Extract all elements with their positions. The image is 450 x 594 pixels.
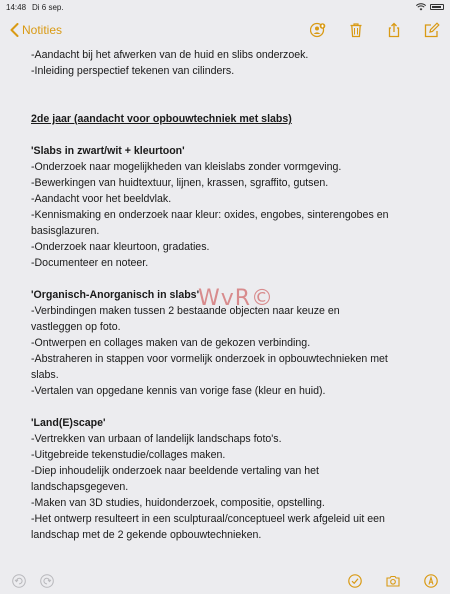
note-toolbar xyxy=(0,14,450,46)
note-line: -Vertrekken van urbaan of landelijk landschaps foto's. xyxy=(31,433,282,445)
battery-icon xyxy=(430,4,444,10)
chevron-left-icon xyxy=(10,23,19,37)
toolbar-actions xyxy=(310,22,440,38)
block-title: 'Slabs in zwart/wit + kleurtoon' xyxy=(31,145,185,157)
note-line: -Onderzoek naar kleurtoon, gradaties. xyxy=(31,241,210,253)
note-line: -Kennismaking en onderzoek naar kleur: oxides, engobes, sinterengobes en xyxy=(31,209,389,221)
status-right xyxy=(416,3,444,11)
trash-icon[interactable] xyxy=(348,22,364,38)
note-line: -Diep inhoudelijk onderzoek naar beeldende vertaling van het xyxy=(31,465,319,477)
note-line: -Onderzoek naar mogelijkheden van kleislabs zonder vormgeving. xyxy=(31,161,342,173)
back-button[interactable] xyxy=(10,23,62,37)
note-line: landschapsgegeven. xyxy=(31,481,129,493)
note-line: -Aandacht bij het afwerken van de huid en slibs onderzoek. xyxy=(31,49,309,61)
status-date: Di 6 sep. xyxy=(32,2,64,12)
watermark: WvR© xyxy=(198,286,275,311)
note-line: -Maken van 3D studies, huidonderzoek, compositie, opstelling. xyxy=(31,497,325,509)
checklist-icon[interactable] xyxy=(348,574,362,588)
note-line: -Bewerkingen van huidtextuur, lijnen, krassen, sgraffito, gutsen. xyxy=(31,177,329,189)
status-time: 14:48 xyxy=(6,2,27,12)
person-add-icon[interactable] xyxy=(310,22,326,38)
section-title: 2de jaar (aandacht voor opbouwtechniek met slabs) xyxy=(31,113,292,125)
share-icon[interactable] xyxy=(386,22,402,38)
note-line: -Verbindingen maken tussen 2 bestaande objecten naar keuze en xyxy=(31,305,340,317)
note-line: -Vertalen van opgedane kennis van vorige fase (kleur en huid). xyxy=(31,385,326,397)
note-line: -Documenteer en noteer. xyxy=(31,257,149,269)
camera-icon[interactable] xyxy=(386,574,400,588)
note-line: -Abstraheren in stappen voor vormelijk onderzoek in opbouwtechnieken met xyxy=(31,353,388,365)
bottom-toolbar xyxy=(0,568,450,594)
note-line: basisglazuren. xyxy=(31,225,100,237)
note-line: vastleggen op foto. xyxy=(31,321,121,333)
status-bar xyxy=(0,0,450,14)
undo-icon[interactable] xyxy=(12,574,26,588)
block-title: 'Land(E)scape' xyxy=(31,417,106,429)
markup-pen-icon[interactable] xyxy=(424,574,438,588)
compose-icon[interactable] xyxy=(424,22,440,38)
note-line: slabs. xyxy=(31,369,59,381)
note-line: -Uitgebreide tekenstudie/collages maken. xyxy=(31,449,226,461)
note-line: -Inleiding perspectief tekenen van cilinders. xyxy=(31,65,235,77)
note-line: landschap met de 2 gekende opbouwtechnieken. xyxy=(31,529,262,541)
note-line: -Het ontwerp resulteert in een sculpturaal/conceptueel werk afgeleid uit een xyxy=(31,513,385,525)
back-button-label: Notities xyxy=(22,23,63,37)
note-line: -Aandacht voor het beeldvlak. xyxy=(31,193,172,205)
redo-icon[interactable] xyxy=(40,574,54,588)
note-line: -Ontwerpen en collages maken van de gekozen verbinding. xyxy=(31,337,311,349)
wifi-icon xyxy=(416,3,426,11)
block-title: 'Organisch-Anorganisch in slabs' xyxy=(31,289,200,301)
